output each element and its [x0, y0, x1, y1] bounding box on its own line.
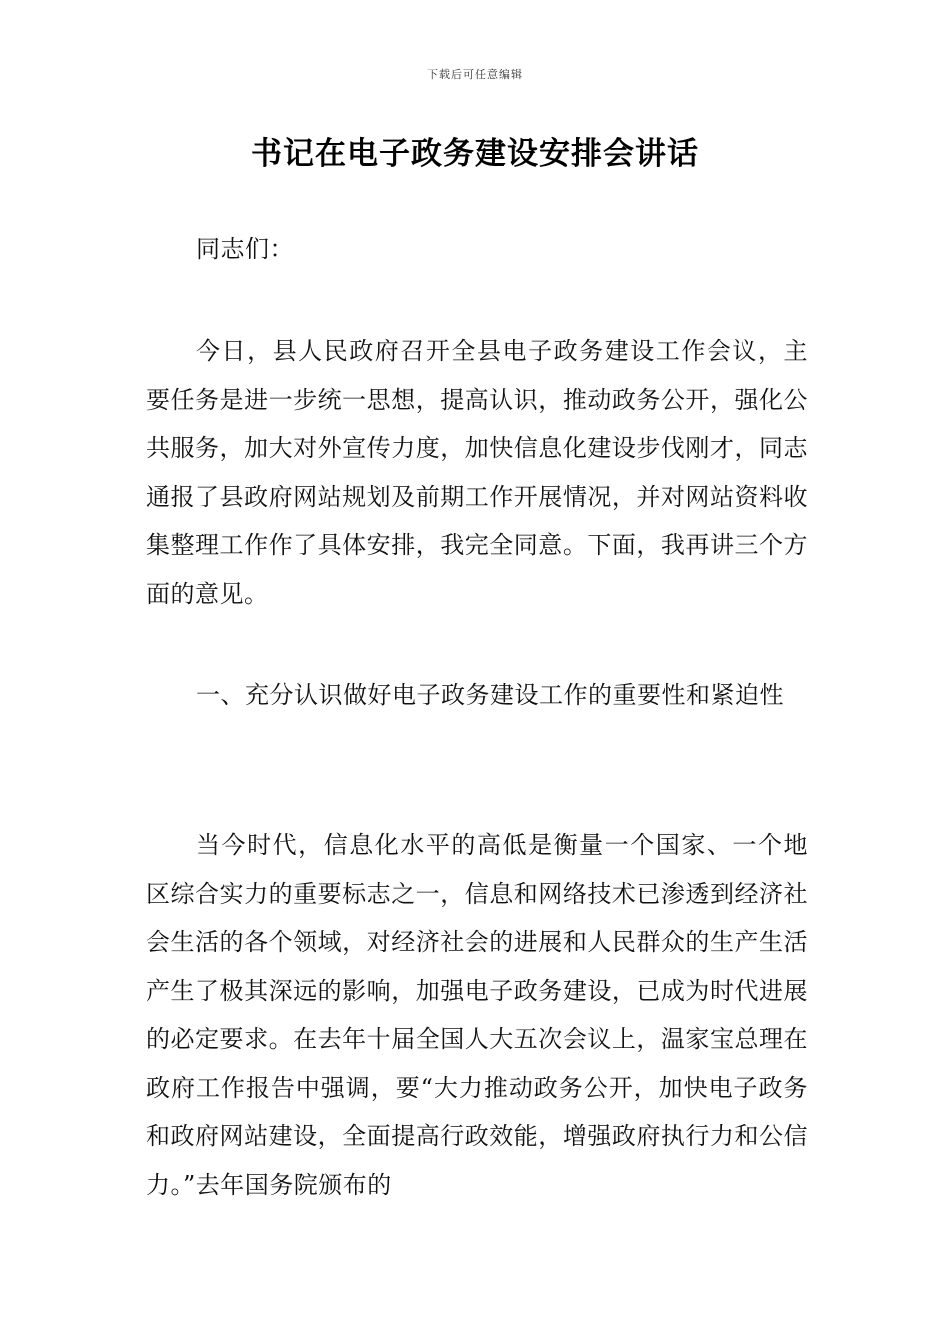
- document-title: 书记在电子政务建设安排会讲话: [251, 136, 699, 172]
- paragraph-intro: 今日，县人民政府召开全县电子政务建设工作会议，主要任务是进一步统一思想，提高认识，推动政务公开，强化公共服务，加大对外宣传力度，加快信息化建设步伐刚才，同志通报了县政府网站规划及前期工作开展情况，并对网站资料收集整理工作作了具体安排，我完全同意。下面，我再讲三个方面的意见。: [146, 337, 808, 608]
- paragraph-section-1: 当今时代，信息化水平的高低是衡量一个国家、一个地区综合实力的重要标志之一，信息和网络技术已渗透到经济社会生活的各个领域，对经济社会的进展和人民群众的生产生活产生了极其深远的影响，加强电子政务建设，已成为时代进展的必定要求。在去年十届全国人大五次会议上，温家宝总理在政府工作报告中强调，要“大力推动政务公开，加快电子政务和政府网站建设，全面提高行政效能，增强政府执行力和公信力。”去年国务院颁布的: [146, 831, 808, 1199]
- header-note: 下载后可任意编辑: [427, 68, 523, 81]
- section-heading-1: 一、充分认识做好电子政务建设工作的重要性和紧迫性: [196, 681, 784, 709]
- salutation: 同志们：: [196, 235, 294, 263]
